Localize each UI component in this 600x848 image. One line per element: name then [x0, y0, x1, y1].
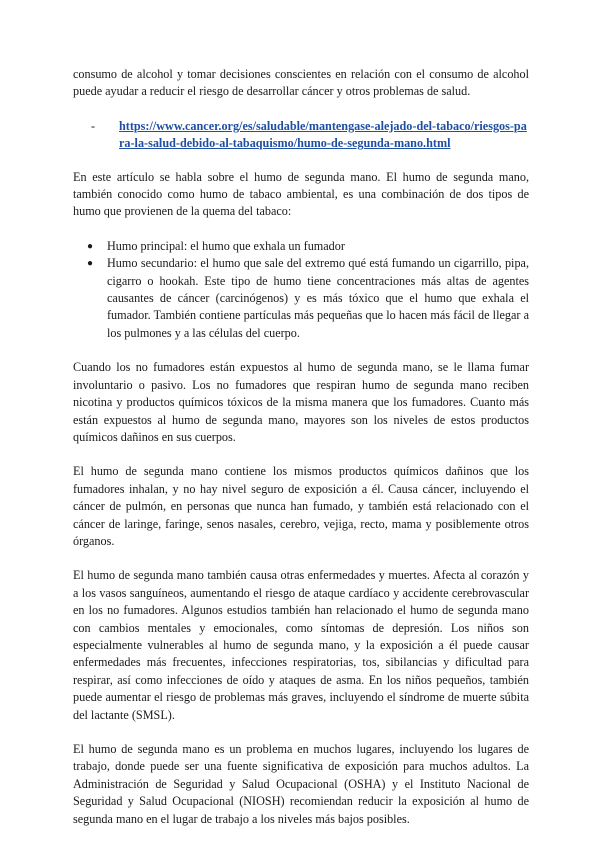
document-page: [73, 66, 529, 845]
list-item-mainstream-smoke: [87, 238, 529, 255]
paragraph-cancer-risk: El humo de segunda mano contiene los mismos productos químicos dañinos que los fumadores inhalan, y no hay nivel seguro de exposición a él. Causa cáncer, incluyendo el cáncer de pulmón, en personas que nunca han fumado, y también está relacionado con el cáncer de laringe, faringe, senos nasales, cerebro, vejiga, recto, mama y posiblemente otros órganos.: [73, 464, 529, 548]
bullet-icon: ●: [87, 258, 94, 270]
link-list-item: [91, 118, 529, 153]
link-list: [73, 118, 529, 153]
smoke-types-list: [73, 238, 529, 342]
paragraph-other-diseases: El humo de segunda mano también causa otras enfermedades y muertes. Afecta al corazón y a los vasos sanguíneos, aumentando el riesgo de ataque cardíaco y accidente cerebrovascular en los no fumadores. Algunos estudios también han relacionado el humo de segunda mano con cambios mentales y emocionales, como síntomas de depresión. Los niños son especialmente vulnerables al humo de segunda mano, y la exposición a él puede causar enfermedades más frecuentes, infecciones respiratorias, tos, sibilancias y dificultad para respirar, así como infecciones de oído y ataques de asma. En los niños pequeños, también puede aumentar el riesgo de problemas más graves, incluyendo el síndrome de muerte súbita del lactante (SMSL).: [73, 568, 529, 722]
bullet-icon: ●: [87, 240, 94, 252]
intro-paragraph: consumo de alcohol y tomar decisiones conscientes en relación con el consumo de alcohol puede ayudar a reducir el riesgo de desarrollar cáncer y otros problemas de salud.: [73, 67, 529, 99]
paragraph-workplace: El humo de segunda mano es un problema en muchos lugares, incluyendo los lugares de trabajo, donde puede ser una fuente significativa de exposición para muchos adultos. La Administración de Seguridad y Salud Ocupacional (OSHA) y el Instituto Nacional de Seguridad y Salud Ocupacional (NIOSH) recomiendan reducir la exposición al humo de segunda mano en el lugar de trabajo a los niveles más bajos posibles.: [73, 742, 529, 826]
paragraph-smoke-types: En este artículo se habla sobre el humo de segunda mano. El humo de segunda mano, también conocido como humo de tabaco ambiental, es una combinación de dos tipos de humo que provienen de la quema del tabaco:: [73, 169, 529, 219]
list-item-text: Humo principal: el humo que exhala un fumador: [107, 238, 345, 253]
paragraph-passive-smoking: Cuando los no fumadores están expuestos al humo de segunda mano, se le llama fumar involuntario o pasivo. Los no fumadores que respiran humo de segunda mano reciben nicotina y productos químicos tóxicos de la misma manera que los fumadores. Cuanto más están expuestos al humo de segunda mano, mayores son los niveles de estos productos químicos dañinos en sus cuerpos.: [73, 360, 529, 444]
list-item-text: Humo secundario: el humo que sale del extremo qué está fumando un cigarrillo, pipa, cigarro o hookah. Este tipo de humo tiene concentraciones más altas de agentes causantes de cáncer (carcinógenos) y es más tóxico que el humo que exhala el fumador. También contiene partículas más pequeñas que lo hacen más fácil de llegar a los pulmones y a las células del cuerpo.: [107, 256, 529, 340]
list-item-sidestream-smoke: [87, 255, 529, 342]
link-dash: -: [91, 118, 96, 133]
source-link[interactable]: https://www.cancer.org/es/saludable/mantengase-alejado-del-tabaco/riesgos-para-la-salud-debido-al-tabaquismo/humo-de-segunda-mano.html: [119, 118, 527, 151]
